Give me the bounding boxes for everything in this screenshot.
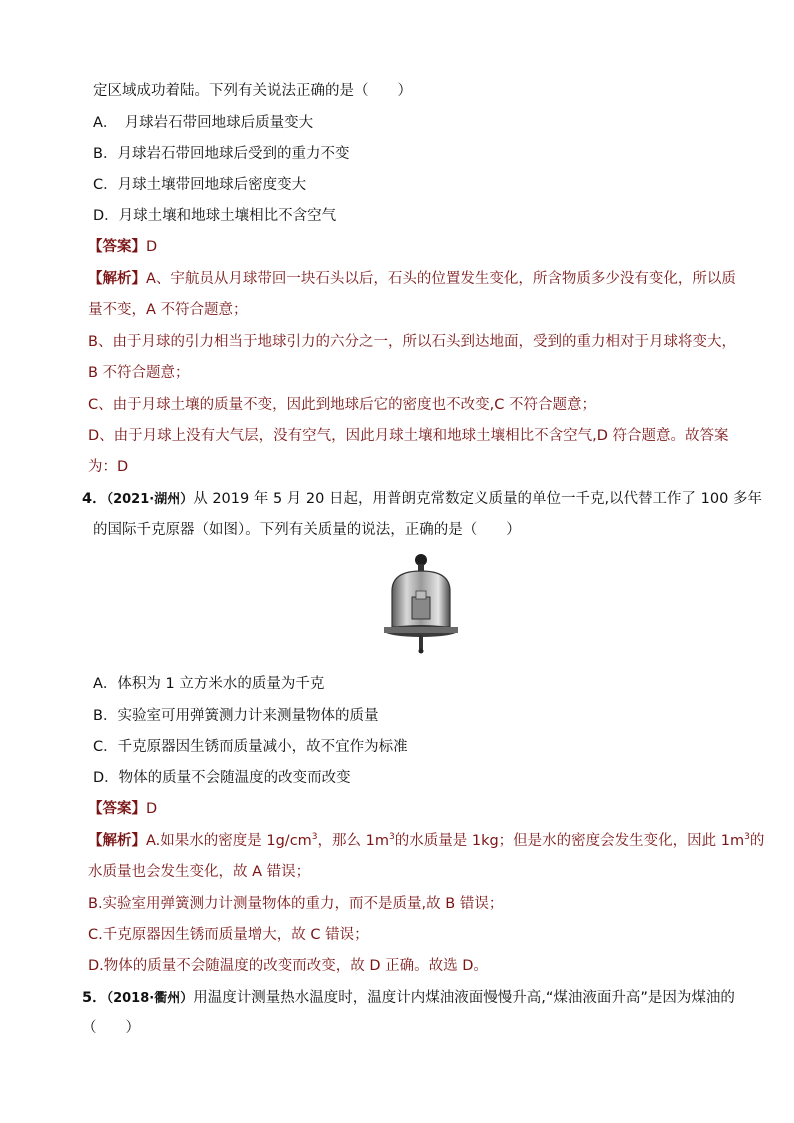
q4-option-b: B．实验室可用弹簧测力计来测量物体的质量 (93, 708, 379, 724)
q3-option-c: C．月球土壤带回地球后密度变大 (93, 177, 307, 193)
question-number: 4． (82, 491, 107, 507)
analysis-text: A、宇航员从月球带回一块石头以后，石头的位置发生变化，所含物质多少没有变化，所以质 (146, 271, 736, 287)
answer-label: 【答案】 (88, 239, 146, 255)
q3-answer (88, 237, 794, 257)
q3-option-b: B．月球岩石带回地球后受到的重力不变 (93, 146, 350, 162)
answer-value: D (146, 801, 158, 817)
q4-analysis-line (88, 831, 794, 851)
q4-analysis-line: C.千克原器因生锈而质量增大，故 C 错误； (88, 927, 369, 943)
q3-option-a: A． 月球岩石带回地球后质量变大 (93, 115, 314, 131)
answer-value: D (146, 239, 158, 255)
question-source: （2021·湖州） (106, 492, 194, 507)
q3-analysis-line: D、由于月球上没有大气层，没有空气，因此月球土壤和地球土壤相比不含空气,D 符合题意。故答案 (88, 428, 729, 444)
answer-label: 【答案】 (88, 801, 146, 817)
analysis-text: 的水质量是 1kg；但是水的密度会发生变化，因此 1m (394, 833, 745, 849)
question-source: （2018·衢州） (106, 991, 194, 1006)
q4-stem-cont: 的国际千克原器（如图）。下列有关质量的说法，正确的是（ ） (93, 522, 521, 538)
q4-analysis-line: 水质量也会发生变化，故 A 错误； (88, 864, 311, 880)
analysis-label: 【解析】 (88, 271, 146, 287)
q3-analysis-line: 为：D (88, 459, 129, 475)
q4-option-a: A．体积为 1 立方米水的质量为千克 (93, 676, 325, 692)
question-text: 从 2019 年 5 月 20 日起，用普朗克常数定义质量的单位一千克,以代替工作了 100 多年 (193, 491, 762, 507)
bell-jar-kilogram-prototype-icon (382, 553, 460, 657)
analysis-label: 【解析】 (88, 833, 146, 849)
q4-analysis-line: B.实验室用弹簧测力计测量物体的重力，而不是质量,故 B 错误； (88, 896, 504, 912)
q3-analysis-line: 量不变，A 不符合题意； (88, 302, 248, 318)
superscript: 3 (744, 832, 750, 843)
analysis-text: A.如果水的密度是 1g/cm (146, 833, 312, 849)
superscript: 3 (311, 832, 318, 843)
q3-analysis-line: C、由于月球土壤的质量不变，因此到地球后它的密度也不改变,C 不符合题意； (88, 397, 596, 413)
superscript: 3 (389, 832, 395, 843)
question-text: 用温度计测量热水温度时，温度计内煤油液面慢慢升高,“煤油液面升高”是因为煤油的 (193, 990, 735, 1006)
analysis-text: ，那么 1m (317, 833, 389, 849)
q4-option-c: C．千克原器因生锈而质量减小，故不宜作为标准 (93, 739, 408, 755)
q4-answer (88, 799, 794, 819)
q3-analysis-line: B、由于月球的引力相当于地球引力的六分之一，所以石头到达地面，受到的重力相对于月球将变大， (88, 334, 736, 350)
q3-option-d: D．月球土壤和地球土壤相比不含空气 (93, 208, 337, 224)
q3-analysis-line (88, 269, 794, 289)
q3-stem: 定区域成功着陆。下列有关说法正确的是（ ） (93, 83, 412, 99)
analysis-text: 的 (749, 833, 765, 849)
q4-option-d: D．物体的质量不会随温度的改变而改变 (93, 770, 351, 786)
question-number: 5． (82, 990, 107, 1006)
q5-stem (82, 988, 794, 1008)
q4-analysis-line: D.物体的质量不会随温度的改变而改变，故 D 正确。故选 D。 (88, 958, 488, 974)
q3-analysis-line: B 不符合题意； (88, 365, 190, 381)
q4-stem (82, 489, 794, 509)
q5-stem-cont: （ ） (82, 1020, 140, 1036)
